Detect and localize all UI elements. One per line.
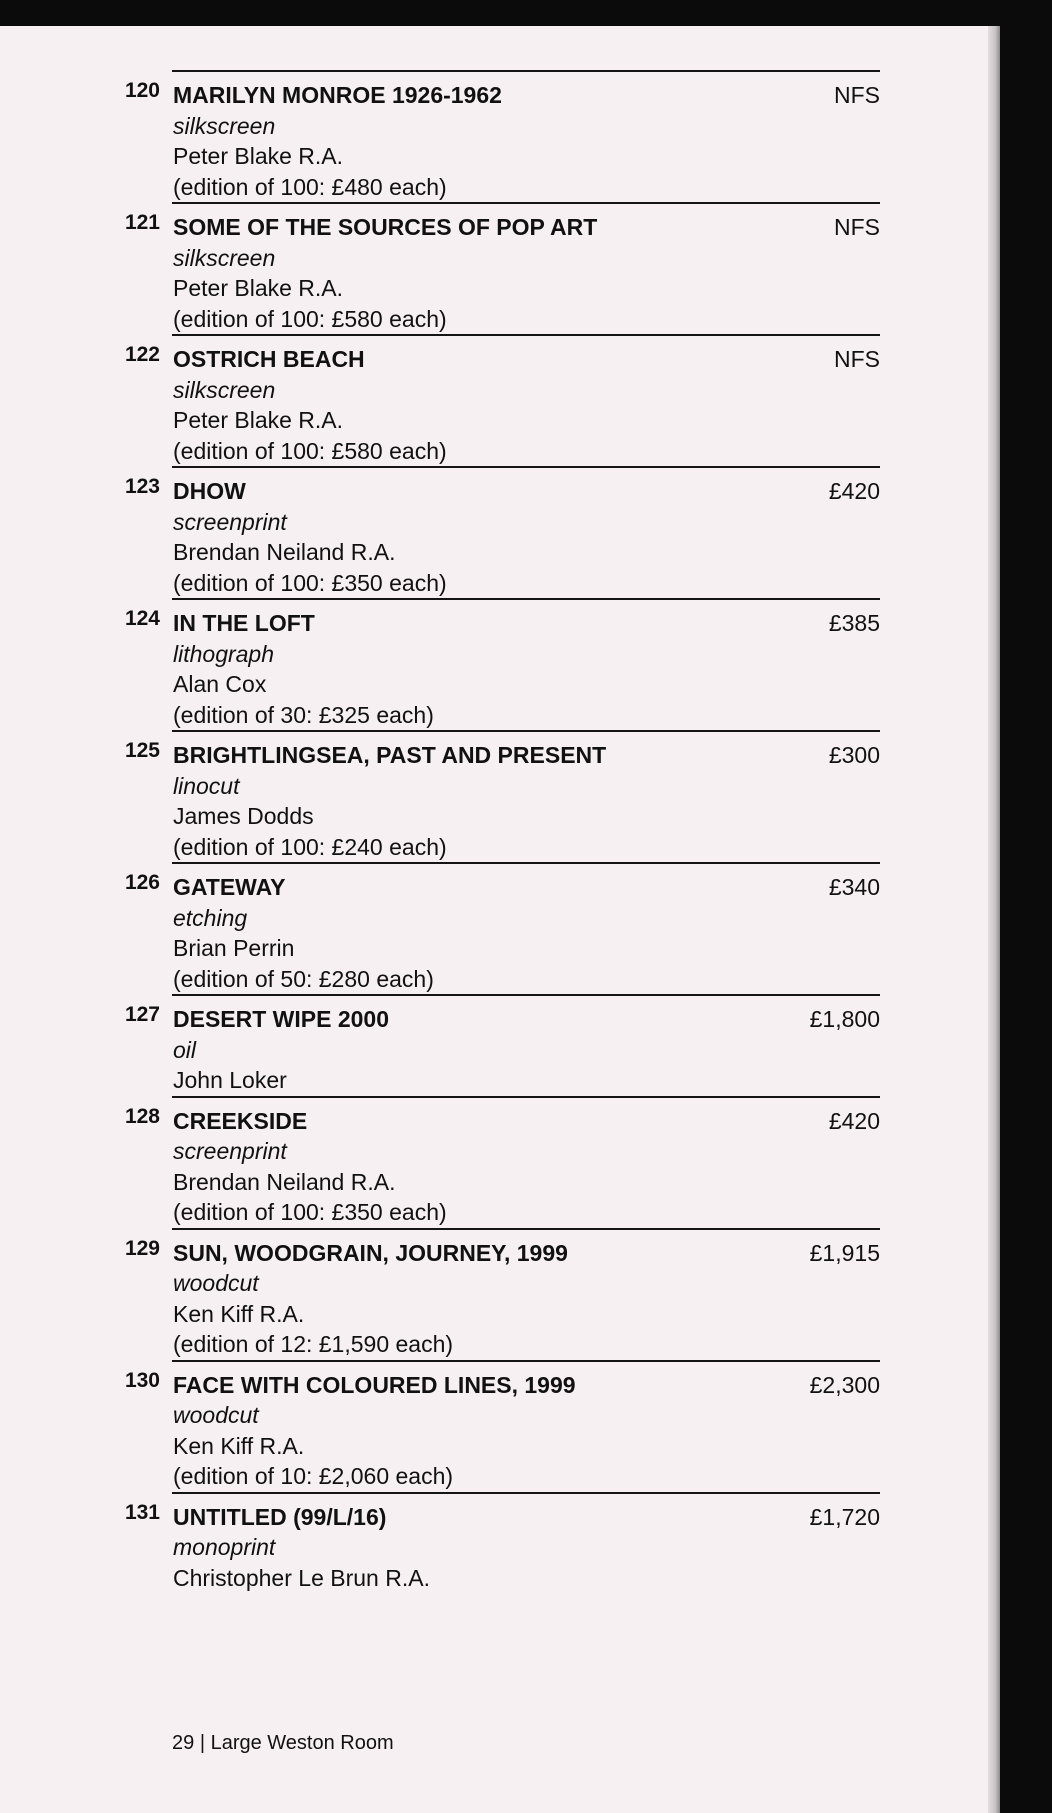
entry-price: £1,800 — [809, 1006, 880, 1032]
entry-divider — [172, 598, 880, 600]
entry-price: £420 — [828, 478, 880, 504]
entry-title: DESERT WIPE 2000 — [173, 1006, 390, 1032]
entry-price: £420 — [828, 1107, 880, 1134]
entry-edition: (edition of 12: £1,590 each) — [173, 1331, 454, 1357]
page-footer — [172, 1732, 394, 1755]
entry-edition: (edition of 30: £325 each) — [173, 701, 434, 728]
footer-section: Large Weston Room — [210, 1732, 394, 1754]
entry-price: £385 — [828, 610, 880, 636]
entry-details — [173, 1502, 813, 1594]
entry-artist: Brendan Neiland R.A. — [173, 539, 396, 565]
catalogue-entry — [0, 598, 988, 730]
entry-divider — [172, 70, 880, 72]
entry-divider — [172, 202, 880, 204]
entry-price: NFS — [834, 82, 880, 108]
page-number: 29 — [172, 1732, 195, 1754]
entry-details — [173, 212, 813, 334]
entry-divider — [172, 994, 880, 996]
entry-price: £300 — [828, 742, 880, 768]
entry-details — [173, 740, 813, 862]
entry-artist: Brian Perrin — [173, 935, 295, 961]
entry-divider — [172, 730, 880, 732]
entry-medium: silkscreen — [173, 244, 276, 271]
entry-title: GATEWAY — [173, 874, 286, 900]
catalogue-entry — [0, 862, 988, 994]
entry-edition: (edition of 100: £480 each) — [173, 173, 447, 200]
entry-edition: (edition of 100: £350 each) — [173, 1199, 447, 1225]
entry-title: OSTRICH BEACH — [173, 346, 365, 372]
entry-title: MARILYN MONROE 1926-1962 — [173, 82, 502, 108]
catalogue-entry — [0, 1096, 988, 1228]
entry-details — [173, 1004, 813, 1096]
entry-artist: Peter Blake R.A. — [173, 143, 344, 169]
entry-number: 126 — [124, 871, 160, 894]
page-edge — [988, 26, 1000, 1813]
entry-artist: Peter Blake R.A. — [173, 275, 344, 301]
entry-price: £1,720 — [809, 1503, 880, 1530]
entry-number: 124 — [124, 607, 160, 630]
entry-title: BRIGHTLINGSEA, PAST AND PRESENT — [173, 742, 607, 768]
entry-price: NFS — [834, 214, 880, 240]
entry-medium: oil — [173, 1036, 197, 1063]
entry-medium: screenprint — [173, 1138, 287, 1164]
entry-divider — [172, 1096, 880, 1098]
entry-divider — [172, 1360, 880, 1362]
entry-details — [173, 80, 813, 202]
footer-separator: | — [199, 1732, 206, 1754]
catalogue-entry — [0, 334, 988, 466]
entry-number: 129 — [124, 1236, 160, 1260]
entry-details — [173, 476, 813, 598]
entry-details — [173, 1106, 813, 1228]
entry-artist: John Loker — [173, 1067, 287, 1093]
catalogue-entry — [0, 466, 988, 598]
catalogue-entries — [0, 70, 988, 1593]
entry-edition: (edition of 100: £350 each) — [173, 569, 447, 596]
entry-artist: Ken Kiff R.A. — [173, 1432, 305, 1459]
entry-number: 122 — [124, 343, 160, 366]
entry-artist: Ken Kiff R.A. — [173, 1300, 305, 1327]
entry-title: UNTITLED (99/L/16) — [173, 1503, 387, 1530]
entry-number: 123 — [124, 475, 160, 498]
entry-title: DHOW — [173, 478, 246, 504]
entry-title: FACE WITH COLOURED LINES, 1999 — [173, 1371, 576, 1398]
entry-medium: monoprint — [173, 1534, 276, 1560]
entry-divider — [172, 1228, 880, 1230]
entry-price: £1,915 — [809, 1239, 880, 1266]
catalogue-entry — [0, 1492, 988, 1594]
entry-price: £340 — [828, 874, 880, 900]
entry-title: SUN, WOODGRAIN, JOURNEY, 1999 — [173, 1239, 568, 1266]
entry-medium: silkscreen — [173, 376, 276, 403]
entry-artist: Christopher Le Brun R.A. — [173, 1564, 430, 1591]
entry-divider — [172, 466, 880, 468]
entry-title: IN THE LOFT — [173, 610, 315, 636]
catalogue-entry — [0, 70, 988, 202]
entry-title: SOME OF THE SOURCES OF POP ART — [173, 214, 598, 240]
entry-divider — [172, 862, 880, 864]
entry-artist: Alan Cox — [173, 671, 267, 697]
entry-medium: woodcut — [173, 1402, 259, 1428]
entry-number: 130 — [124, 1368, 160, 1392]
entry-medium: screenprint — [173, 508, 287, 535]
entry-details — [173, 1238, 813, 1360]
catalogue-entry — [0, 1228, 988, 1360]
catalogue-entry — [0, 1360, 988, 1492]
entry-price: NFS — [834, 346, 880, 372]
entry-number: 127 — [124, 1003, 160, 1026]
entry-edition: (edition of 100: £580 each) — [173, 305, 447, 332]
entry-price: £2,300 — [809, 1371, 880, 1398]
entry-number: 131 — [124, 1500, 160, 1524]
entry-artist: James Dodds — [173, 803, 314, 829]
entry-edition: (edition of 100: £240 each) — [173, 833, 447, 860]
entry-medium: silkscreen — [173, 112, 276, 139]
entry-details — [173, 344, 813, 466]
entry-edition: (edition of 10: £2,060 each) — [173, 1463, 454, 1489]
catalogue-entry — [0, 994, 988, 1096]
catalogue-entry — [0, 202, 988, 334]
entry-number: 125 — [124, 739, 160, 762]
entry-medium: lithograph — [173, 640, 275, 667]
entry-artist: Brendan Neiland R.A. — [173, 1168, 396, 1195]
entry-number: 128 — [124, 1104, 160, 1128]
entry-medium: linocut — [173, 772, 240, 799]
catalogue-entry — [0, 730, 988, 862]
entry-details — [173, 608, 813, 730]
entry-medium: etching — [173, 904, 248, 931]
entry-number: 121 — [124, 211, 160, 234]
entry-divider — [172, 334, 880, 336]
entry-artist: Peter Blake R.A. — [173, 407, 344, 433]
entry-details — [173, 1370, 813, 1492]
entry-divider — [172, 1492, 880, 1494]
entry-edition: (edition of 100: £580 each) — [173, 437, 447, 464]
entry-number: 120 — [124, 79, 160, 102]
entry-medium: woodcut — [173, 1270, 259, 1296]
entry-title: CREEKSIDE — [173, 1107, 308, 1134]
entry-edition: (edition of 50: £280 each) — [173, 965, 434, 992]
entry-details — [173, 872, 813, 994]
